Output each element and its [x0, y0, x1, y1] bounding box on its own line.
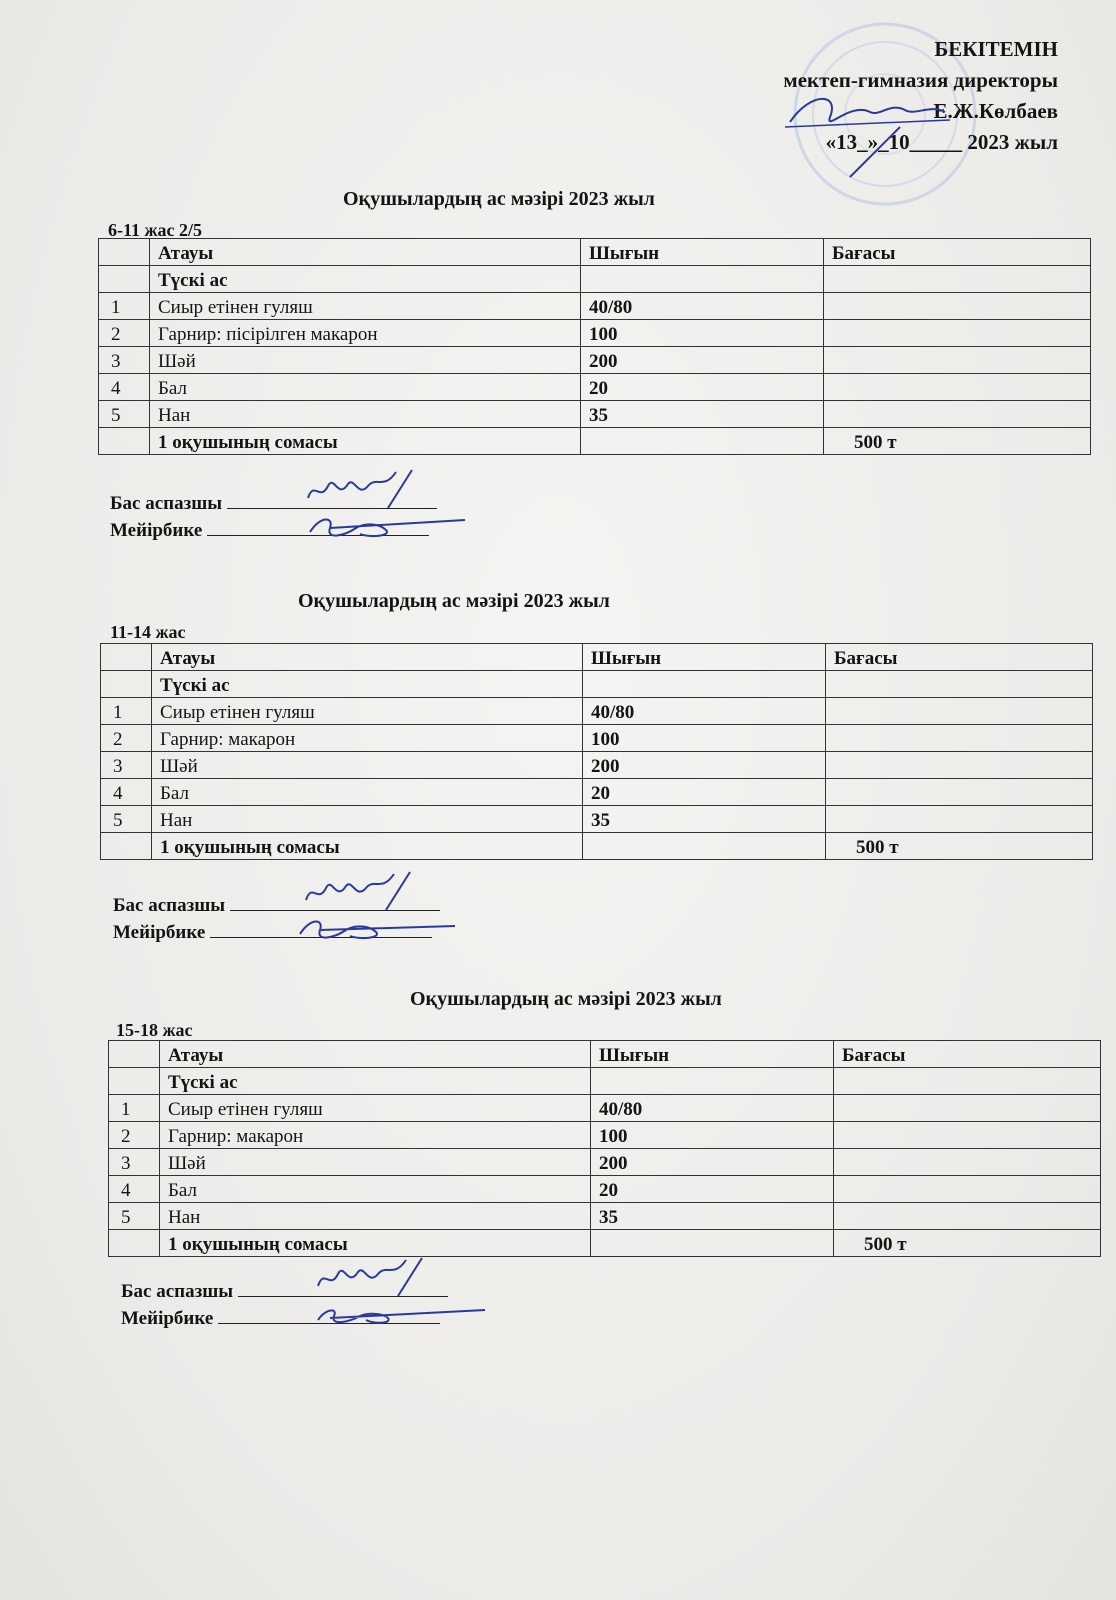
menu-table	[100, 643, 1093, 860]
total-row	[109, 1230, 1101, 1257]
header-cell: Шығын	[591, 1041, 834, 1068]
total-value: 500 т	[824, 428, 1091, 455]
header-cell: Бағасы	[824, 239, 1091, 266]
table-header-row	[101, 644, 1093, 671]
menu-title: Оқушылардың ас мәзірі 2023 жыл	[298, 590, 610, 612]
table-header-row	[99, 239, 1091, 266]
nurse-label: Мейірбике	[113, 922, 206, 943]
total-value: 500 т	[834, 1230, 1101, 1257]
chef-signature	[300, 468, 430, 514]
approval-heading: БЕКІТЕМІН	[934, 37, 1058, 61]
header-cell: Бағасы	[826, 644, 1093, 671]
chef-label: Бас аспазшы	[110, 493, 223, 514]
table-row: 4 Бал 20	[99, 374, 1091, 401]
table-row: 4 Бал 20	[101, 779, 1093, 806]
chef-signature	[298, 870, 428, 916]
nurse-label: Мейірбике	[110, 520, 203, 541]
total-label: 1 оқушының сомасы	[160, 1230, 591, 1257]
table-header-row	[109, 1041, 1101, 1068]
total-label: 1 оқушының сомасы	[150, 428, 581, 455]
table-row: 3 Шәй 200	[101, 752, 1093, 779]
table-row: 1 Сиыр етінен гуляш 40/80	[109, 1095, 1101, 1122]
table-row: 2 Гарнир: макарон 100	[101, 725, 1093, 752]
nurse-label: Мейірбике	[121, 1308, 214, 1329]
header-cell	[101, 644, 152, 671]
table-row: 3 Шәй 200	[99, 347, 1091, 374]
approval-date: «13_»_10_____ 2023 жыл	[825, 130, 1058, 154]
total-value: 500 т	[826, 833, 1093, 860]
section-row	[99, 266, 1091, 293]
header-cell: Атауы	[160, 1041, 591, 1068]
total-row	[101, 833, 1093, 860]
menu-title: Оқушылардың ас мәзірі 2023 жыл	[343, 188, 655, 210]
section-row	[101, 671, 1093, 698]
total-label: 1 оқушының сомасы	[152, 833, 583, 860]
menu-table	[98, 238, 1091, 455]
chef-signature	[310, 1256, 440, 1302]
total-row	[99, 428, 1091, 455]
header-cell: Шығын	[583, 644, 826, 671]
director-signature	[780, 82, 960, 182]
nurse-signature	[290, 912, 460, 948]
table-row: 5 Нан 35	[101, 806, 1093, 833]
nurse-signature	[310, 1302, 490, 1332]
age-group-label: 15-18 жас	[116, 1020, 193, 1040]
age-group-label: 6-11 жас 2/5	[108, 220, 203, 240]
header-cell	[99, 239, 150, 266]
table-row: 4 Бал 20	[109, 1176, 1101, 1203]
chef-label: Бас аспазшы	[113, 895, 226, 916]
approval-name: Е.Ж.Көлбаев	[933, 99, 1058, 123]
table-row: 1 Сиыр етінен гуляш 40/80	[101, 698, 1093, 725]
menu-title: Оқушылардың ас мәзірі 2023 жыл	[410, 988, 722, 1010]
menu-table	[108, 1040, 1101, 1257]
header-cell: Атауы	[152, 644, 583, 671]
table-row: 1 Сиыр етінен гуляш 40/80	[99, 293, 1091, 320]
table-row: 2 Гарнир: пісірілген макарон 100	[99, 320, 1091, 347]
table-row: 5 Нан 35	[99, 401, 1091, 428]
header-cell: Бағасы	[834, 1041, 1101, 1068]
age-group-label: 11-14 жас	[110, 622, 186, 642]
section-label: Түскі ас	[160, 1068, 591, 1095]
section-label: Түскі ас	[152, 671, 583, 698]
section-row	[109, 1068, 1101, 1095]
header-cell: Атауы	[150, 239, 581, 266]
chef-label: Бас аспазшы	[121, 1281, 234, 1302]
section-label: Түскі ас	[150, 266, 581, 293]
nurse-signature	[300, 510, 470, 546]
approval-position: мектеп-гимназия директоры	[783, 68, 1058, 92]
table-row: 2 Гарнир: макарон 100	[109, 1122, 1101, 1149]
table-row: 5 Нан 35	[109, 1203, 1101, 1230]
header-cell: Шығын	[581, 239, 824, 266]
header-cell	[109, 1041, 160, 1068]
table-row: 3 Шәй 200	[109, 1149, 1101, 1176]
